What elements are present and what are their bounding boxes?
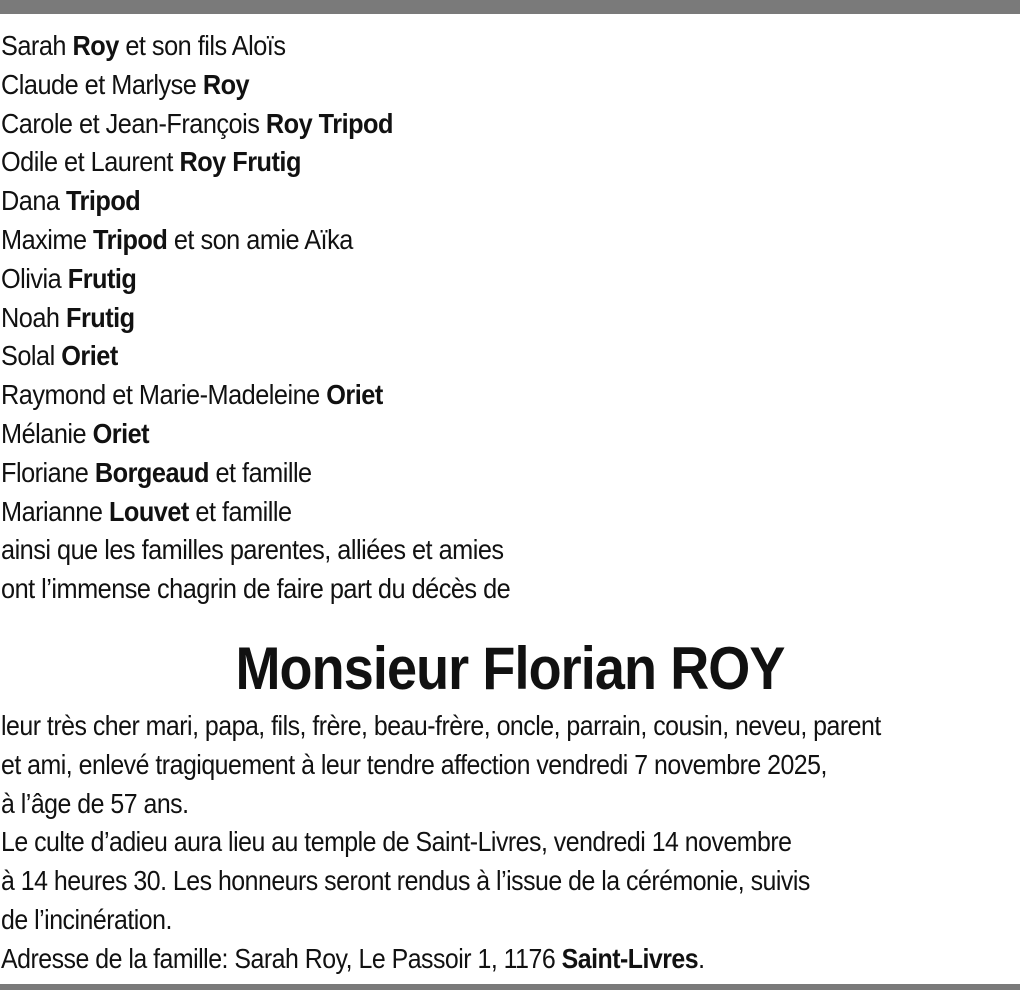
- family-line: [1, 531, 938, 570]
- surname-text: Roy: [72, 30, 119, 61]
- line-text: Claude et Marlyse: [1, 68, 203, 100]
- surname-text: Oriet: [92, 417, 150, 449]
- line-text: Adresse de la famille: Sarah Roy, Le Passoir 1, 1176: [1, 942, 562, 974]
- line-text: Noah: [1, 301, 66, 333]
- body-line: [1, 707, 922, 746]
- body-line: [1, 785, 922, 824]
- family-line: [1, 299, 938, 338]
- deceased-name: Monsieur Florian ROY: [235, 634, 785, 702]
- surname-text: Frutig: [65, 301, 135, 333]
- line-text: et son fils Aloïs: [118, 30, 286, 61]
- body-line: [1, 746, 922, 785]
- surname-text: Roy: [202, 68, 250, 100]
- surname-text: Roy Frutig: [179, 146, 301, 178]
- surname-text: Oriet: [326, 379, 383, 411]
- family-line: [1, 337, 938, 376]
- surname-text: Tripod: [65, 185, 141, 217]
- family-list: [1, 27, 1019, 609]
- family-line: [1, 260, 938, 299]
- family-line: [1, 415, 938, 454]
- line-text: Odile et Laurent: [1, 146, 180, 178]
- line-text: ont l’immense chagrin de faire part du décès de: [1, 573, 511, 605]
- surname-text: Tripod: [93, 223, 168, 255]
- surname-text: Roy Tripod: [265, 107, 393, 139]
- line-text: à l’âge de 57 ans.: [1, 787, 189, 819]
- line-text: Marianne: [1, 495, 109, 527]
- family-line: [1, 143, 938, 182]
- family-line: [1, 66, 938, 105]
- bottom-border-rule: [0, 984, 1020, 990]
- body-line: [1, 862, 922, 901]
- family-line: [1, 105, 938, 144]
- line-text: et famille: [188, 495, 292, 527]
- body-line: [1, 940, 922, 979]
- line-text: Sarah: [1, 30, 73, 61]
- family-line: [1, 376, 938, 415]
- family-line: [1, 570, 938, 609]
- family-line: [1, 27, 938, 66]
- surname-text: Borgeaud: [94, 456, 209, 488]
- line-text: à 14 heures 30. Les honneurs seront rendus à l’issue de la cérémonie, suivis: [1, 865, 810, 897]
- line-text: ainsi que les familles parentes, alliées et amies: [1, 534, 504, 566]
- line-text: et ami, enlevé tragiquement à leur tendre affection vendredi 7 novembre 2025,: [1, 748, 827, 780]
- line-text: Raymond et Marie-Madeleine: [1, 379, 327, 411]
- line-text: Maxime: [1, 223, 94, 255]
- line-text: Floriane: [1, 456, 95, 488]
- surname-text: Frutig: [67, 262, 137, 294]
- family-line: [1, 493, 938, 532]
- notice-body: [1, 707, 1019, 979]
- line-text: de l’incinération.: [1, 903, 172, 935]
- family-line: [1, 454, 938, 493]
- surname-text: Louvet: [108, 495, 189, 527]
- family-line: [1, 221, 938, 260]
- line-text: et famille: [208, 456, 312, 488]
- line-text: Mélanie: [1, 417, 93, 449]
- line-text: leur très cher mari, papa, fils, frère, beau-frère, oncle, parrain, cousin, neveu, parent: [1, 709, 881, 741]
- line-text: Olivia: [1, 262, 68, 294]
- top-border-rule: [0, 0, 1020, 14]
- line-text: Solal: [1, 340, 62, 372]
- body-line: [1, 901, 922, 940]
- body-line: [1, 823, 922, 862]
- line-text: Dana: [1, 185, 66, 217]
- line-text: et son amie Aïka: [167, 223, 353, 255]
- family-line: [1, 182, 938, 221]
- line-text: Carole et Jean-François: [1, 107, 266, 139]
- line-text: .: [698, 942, 705, 974]
- surname-text: Oriet: [61, 340, 118, 372]
- line-text: Le culte d’adieu aura lieu au temple de Saint-Livres, vendredi 14 novembre: [1, 826, 792, 858]
- obituary-notice: [1, 27, 1019, 979]
- surname-text: Saint-Livres: [561, 942, 699, 974]
